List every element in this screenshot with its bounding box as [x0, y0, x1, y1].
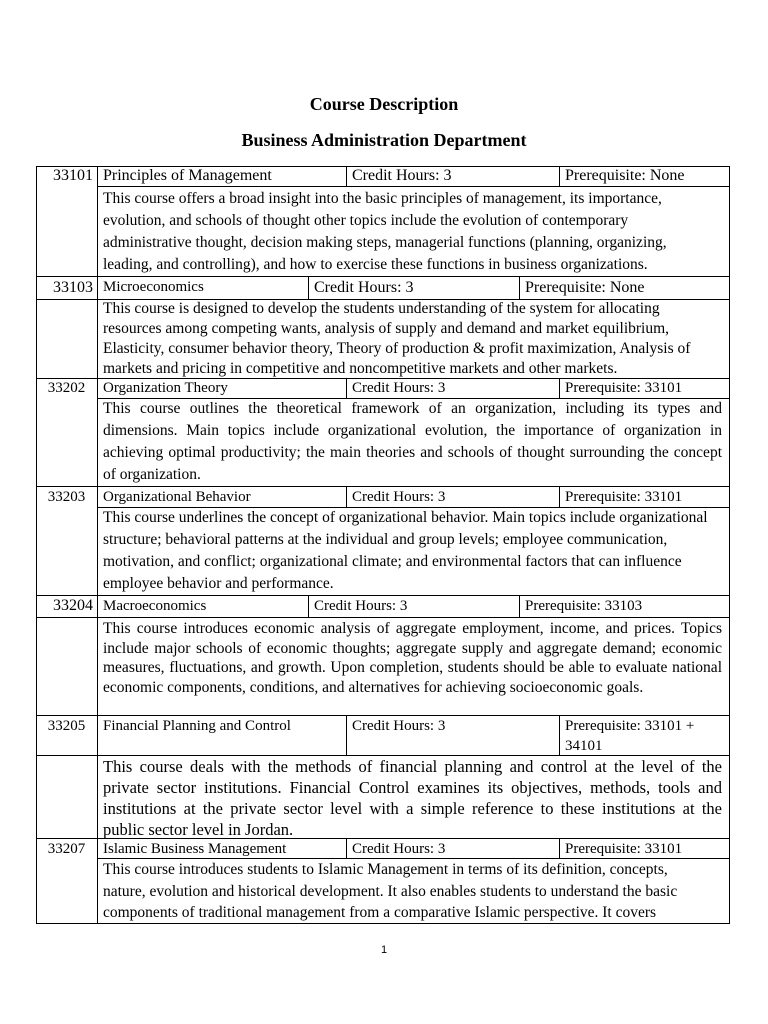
prerequisite: Prerequisite: 33103 [525, 598, 643, 614]
course-name: Organization Theory [103, 380, 228, 396]
prerequisite: Prerequisite: 33101 [565, 380, 683, 396]
course-name: Islamic Business Management [103, 841, 287, 857]
table-divider [97, 186, 730, 187]
course-code: 33202 [47, 380, 86, 396]
table-divider [36, 617, 730, 618]
course-name: Organizational Behavior [103, 489, 251, 505]
course-description: This course introduces students to Islamic Management in terms of its definition, concepts, nature, evolution and historical development. It also enables students to understand the basic components of traditional management from a comparative Islamic perspective. It covers [103, 861, 678, 921]
course-description: This course introduces economic analysis of aggregate employment, income, and prices. Topics include major schools of economic thoughts; aggregate supply and aggregate demand; economic measures, fluctuations, and growth. Upon completion, students should be able to evaluate national economic components, conditions, and alternatives for achieving socioeconomic goals. [103, 620, 722, 696]
course-name: Macroeconomics [103, 598, 207, 614]
prerequisite: Prerequisite: 33101 [565, 489, 683, 505]
course-description: This course is designed to develop the students understanding of the system for allocating resources among competing wants, analysis of supply and demand and market equilibrium, Elasticity, consumer behavior theory, Theory of production & profit maximization, Analysis of markets and pricing in competitive and noncompetitive markets and other markets. [103, 300, 691, 377]
course-name: Microeconomics [103, 279, 204, 295]
prerequisite: Prerequisite: 33101 [565, 841, 683, 857]
department-title: Business Administration Department [241, 130, 527, 150]
credit-hours: Credit Hours: 3 [352, 841, 446, 857]
credit-hours: Credit Hours: 3 [352, 489, 446, 505]
page-number: 1 [380, 944, 388, 956]
course-description: This course underlines the concept of organizational behavior. Main topics include organizational structure; behavioral patterns at the individual and group levels; employee communication, motivation, and conflict; organizational climate; and environmental factors that can influence employee behavior and performance. [103, 509, 708, 592]
course-name: Principles of Management [103, 167, 272, 184]
course-code: 33101 [53, 167, 93, 184]
credit-hours: Credit Hours: 3 [352, 380, 446, 396]
course-code: 33205 [47, 718, 86, 734]
course-code: 33203 [47, 489, 86, 505]
course-name: Financial Planning and Control [103, 718, 291, 734]
credit-hours: Credit Hours: 3 [314, 279, 414, 296]
page-title: Course Description [309, 94, 459, 114]
course-code: 33207 [47, 841, 86, 857]
prerequisite: Prerequisite: 33101 + 34101 [565, 718, 695, 754]
course-description: This course deals with the methods of financial planning and control at the level of the private sector institutions. Financial Control examines its objectives, methods, tools and institutions at the private sector level with a simple reference to these institutions at the public sector level in Jordan. [103, 757, 722, 838]
credit-hours: Credit Hours: 3 [352, 167, 452, 184]
course-description: This course outlines the theoretical framework of an organization, including its types and dimensions. Main topics include organizational evolution, the importance of organization in achieving optimal productivity; the main theories and schools of thought surrounding the concept of organization. [103, 400, 722, 483]
course-code: 33103 [53, 279, 93, 296]
course-description: This course offers a broad insight into the basic principles of management, its importance, evolution, and schools of thought other topics include the evolution of contemporary administrative thought, decision making steps, managerial functions (planning, organizing, leading, and controlling), and how to exercise these functions in business organizations. [103, 190, 667, 273]
credit-hours: Credit Hours: 3 [314, 598, 408, 614]
prerequisite: Prerequisite: None [565, 167, 685, 184]
credit-hours: Credit Hours: 3 [352, 718, 446, 734]
prerequisite: Prerequisite: None [525, 279, 645, 296]
course-code: 33204 [53, 597, 93, 614]
